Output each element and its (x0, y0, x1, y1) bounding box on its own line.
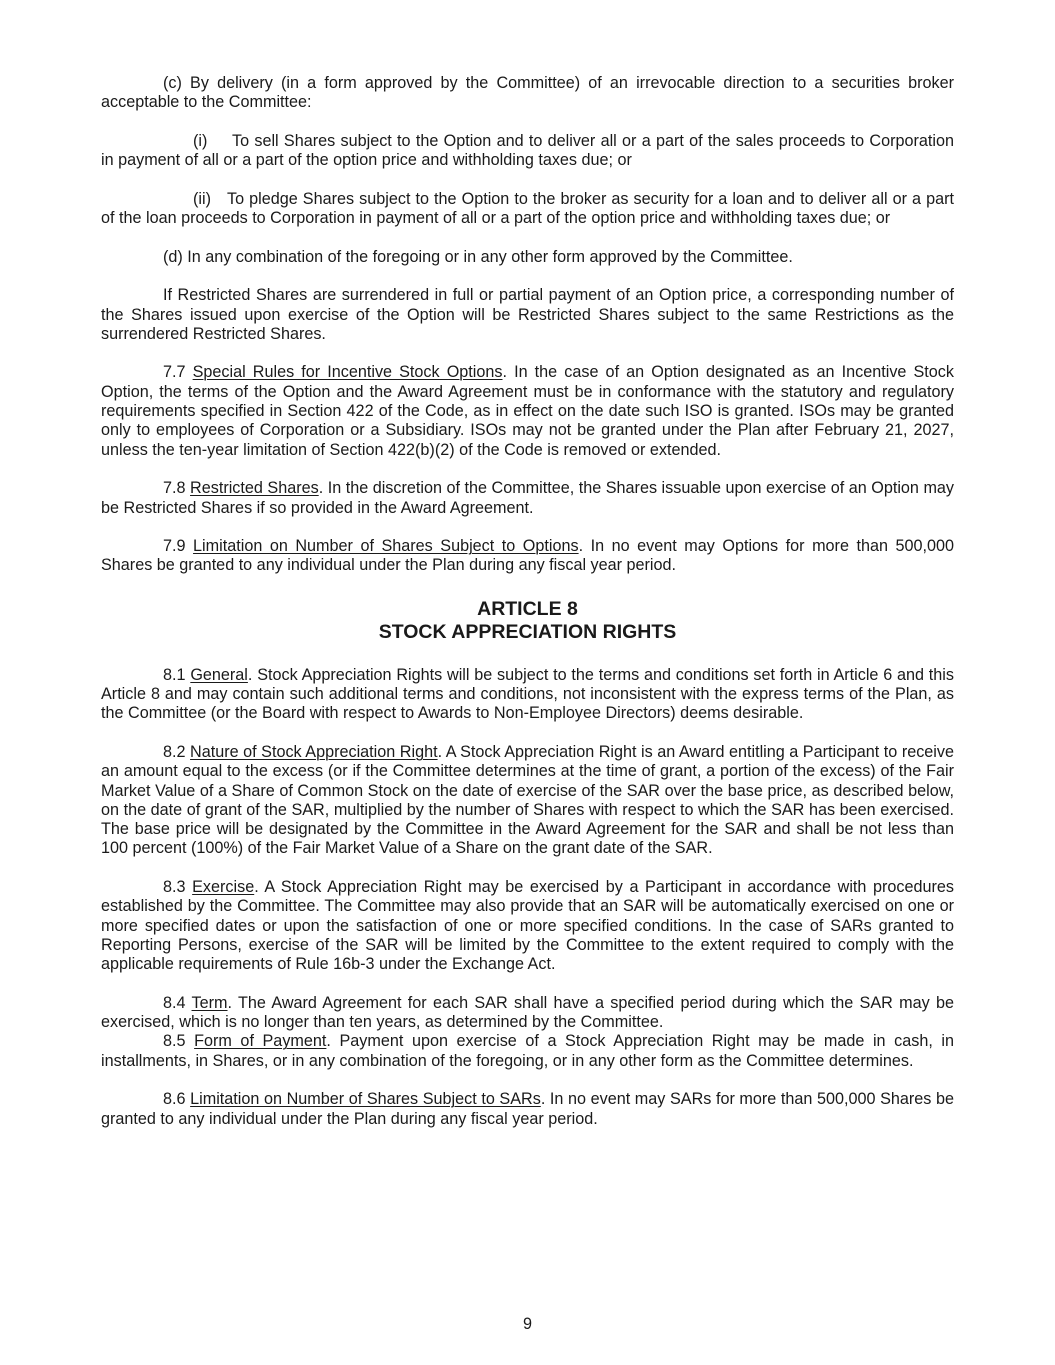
section-8-6 (101, 1090, 954, 1129)
section-body: . In no event may SARs for more than 500,000 Shares be granted to any individual under the Plan during any fiscal year period. (101, 1090, 955, 1128)
section-body: . Stock Appreciation Rights will be subject to the terms and conditions set forth in Article 6 and this Article 8 and may contain such additional terms and conditions, not inconsistent with the express terms of the Plan, as the Committee (or the Board with respect to Awards to Non-Employee Directors) deems desirable. (101, 665, 954, 723)
section-title: Restricted Shares (190, 479, 319, 498)
section-title: Nature of Stock Appreciation Right (190, 742, 438, 761)
article-heading (101, 598, 954, 644)
section-title: Limitation on Number of Shares Subject to Options (193, 537, 579, 556)
paragraph-c-ii (101, 190, 954, 229)
article-number: ARTICLE 8 (477, 597, 578, 620)
section-8-5 (101, 1032, 954, 1071)
section-title: Term (191, 993, 228, 1012)
list-marker-ii: (ii) (193, 189, 211, 208)
section-number: 7.8 (163, 479, 186, 498)
section-7-8 (101, 479, 954, 518)
section-8-3 (101, 878, 954, 974)
section-body: . The Award Agreement for each SAR shall have a specified period during which the SAR may be exercised, which is no longer than ten years, as determined by the Committee. (101, 993, 954, 1032)
section-body: . A Stock Appreciation Right is an Award entitling a Participant to receive an amount equal to the excess (or if the Committee determines at the time of grant, a portion of the excess) of the Fair Market Value of a Share of Common Stock on the date of exercise of the SAR over the base price, as described below, on the date of grant of the SAR, multiplied by the number of Shares with respect to which the SAR has been exercised. The base price will be designated by the Committee in the Award Agreement for the SAR and shall be not less than 100 percent (100%) of the Fair Market Value of a Share on the grant date of the SAR. (101, 742, 955, 858)
section-7-7 (101, 363, 954, 459)
section-number: 8.5 (163, 1032, 186, 1051)
section-title: Limitation on Number of Shares Subject to SARs (190, 1090, 541, 1109)
section-body: . In the case of an Option designated as an Incentive Stock Option, the terms of the Option and the Award Agreement must be in conformance with the statutory and regulatory requirements specified in Section 422 of the Code, as in effect on the date such ISO is granted. ISOs may be granted only to employees of Corporation or a Subsidiary. ISOs may not be granted under the Plan after February 21, 2027, unless the ten-year limitation of Section 422(b)(2) of the Code is removed or extended. (101, 363, 954, 459)
list-marker-i: (i) (193, 131, 208, 150)
section-body: . In the discretion of the Committee, the Shares issuable upon exercise of an Option may be Restricted Shares if so provided in the Award Agreement. (101, 479, 955, 517)
paragraph-restricted-shares: If Restricted Shares are surrendered in full or partial payment of an Option price, a corresponding number of the Shares issued upon exercise of the Option will be Restricted Shares subject to the same Restrictions as the surrendered Restricted Shares. (101, 286, 954, 343)
section-8-1 (101, 666, 954, 724)
section-number: 8.1 (163, 665, 186, 684)
paragraph-d: (d) In any combination of the foregoing or in any other form approved by the Committee. (163, 247, 793, 266)
section-body: . Payment upon exercise of a Stock Appreciation Right may be made in cash, in installments, in Shares, or in any combination of the foregoing, or in any other form as the Committee determines. (101, 1032, 954, 1070)
section-title: Special Rules for Incentive Stock Options (192, 363, 503, 382)
section-8-2 (101, 743, 954, 859)
section-8-4 (101, 994, 954, 1033)
section-7-9 (101, 537, 954, 576)
section-number: 7.7 (163, 363, 186, 382)
section-number: 7.9 (163, 537, 186, 556)
document-page (101, 74, 954, 1148)
paragraph-c: (c) By delivery (in a form approved by the Committee) of an irrevocable direction to a securities broker acceptable to the Committee: (101, 74, 954, 112)
paragraph-c-ii-text: To pledge Shares subject to the Option to the broker as security for a loan and to deliver all or a part of the loan proceeds to Corporation in payment of all or a part of the option price and withholding taxes due; or (101, 189, 954, 228)
section-body: . In no event may Options for more than 500,000 Shares be granted to any individual under the Plan during any fiscal year period. (101, 537, 954, 575)
paragraph-c-i (101, 132, 954, 171)
section-number: 8.4 (163, 993, 186, 1012)
article-title: STOCK APPRECIATION RIGHTS (378, 620, 677, 643)
section-title: Form of Payment (194, 1032, 327, 1051)
section-number: 8.2 (163, 742, 186, 761)
section-title: Exercise (192, 877, 255, 896)
section-body: . A Stock Appreciation Right may be exercised by a Participant in accordance with procedures established by the Committee. The Committee may also provide that an SAR will be automatically exercised on one or more specified dates or upon the satisfaction of one or more specified conditions. In the case of SARs granted to Reporting Persons, exercise of the SAR will be limited by the Committee to the extent required to comply with the applicable requirements of Rule 16b-3 under the Exchange Act. (101, 877, 955, 974)
paragraph-c-i-text: To sell Shares subject to the Option and to deliver all or a part of the sales proceeds to Corporation in payment of all or a part of the option price and withholding taxes due; or (101, 131, 954, 170)
page-number: 9 (522, 1315, 532, 1333)
section-title: General (190, 665, 248, 684)
section-number: 8.3 (163, 877, 186, 896)
section-number: 8.6 (163, 1090, 186, 1109)
